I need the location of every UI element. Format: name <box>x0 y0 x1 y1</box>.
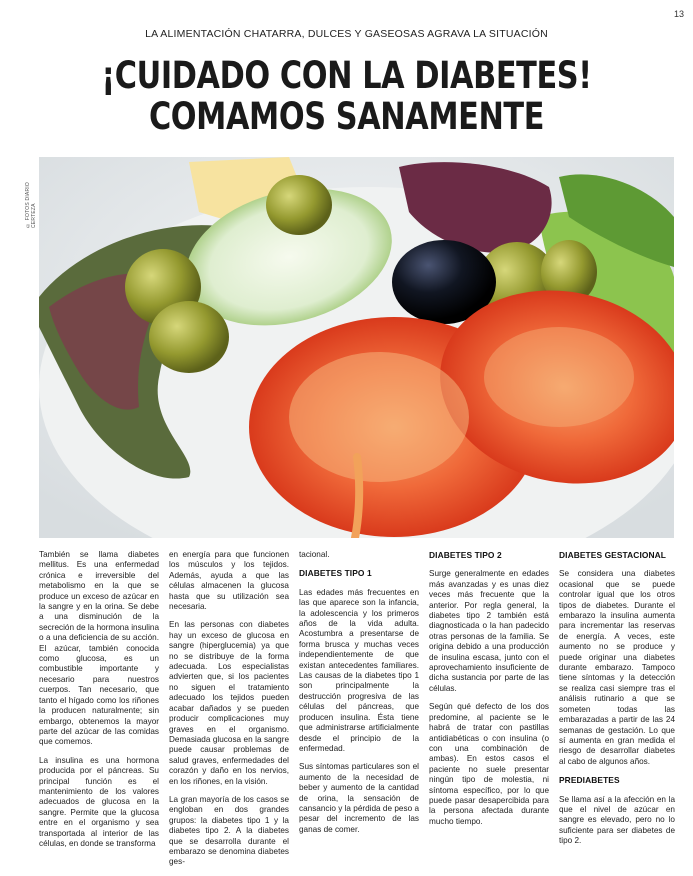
paragraph: Sus síntomas particulares son el aumento de la necesidad de beber y aumento de la cantidad de orina, la sensación de cansancio y la pérdida de peso a pesar del incremento de las ganas de comer. <box>299 762 419 834</box>
photo-credit: © FOTOS DIARIO CERTEZA <box>25 182 37 228</box>
section-heading-diabetes-tipo-1: DIABETES TIPO 1 <box>299 568 372 579</box>
paragraph: Las edades más frecuentes en las que aparece son la infancia, la adolescencia y los primeros años de la vida adulta. Acostumbra a presentarse de forma brusca y muchas veces independientemente de que existan antecedentes familiares. Las causas de la diabetes tipo 1 son principalmente la destrucción progresiva de las células del páncreas, que producen insulina. Ésta tiene que administrarse artificialmente desde el principio de la enfermedad. <box>299 587 419 753</box>
section-heading-diabetes-tipo-2: DIABETES TIPO 2 <box>429 550 502 560</box>
column-1 <box>39 550 159 857</box>
column-2 <box>169 550 289 876</box>
headline-line-1: ¡CUIDADO CON LA DIABETES! <box>101 54 592 97</box>
article-body <box>39 550 675 867</box>
paragraph: La insulina es una hormona producida por el páncreas. Su principal función es el mantenimiento de los valores adecuados de glucosa en la sangre. Permite que la glucosa entre en el organismo y sea transportada al interior de las células, en donde se transforma <box>39 755 159 848</box>
paragraph: Se llama así a la afección en la que el nivel de azúcar en sangre es elevado, pero no lo suficiente para ser diabetes de tipo 2. <box>559 794 675 846</box>
section-heading-diabetes-gestacional: DIABETES GESTACIONAL <box>559 550 667 560</box>
column-5 <box>559 550 675 855</box>
paragraph: La gran mayoría de los casos se engloban en dos grandes grupos: la diabetes tipo 1 y la diabetes tipo 2. A la diabetes que se desarrolla durante el embarazo se denomina diabetes ges- <box>169 794 289 867</box>
paragraph: en energía para que funcionen los músculos y los tejidos. Además, ayuda a que las células almacenen la glucosa hasta que su utilización sea necesaria. <box>169 550 289 612</box>
paragraph: Surge generalmente en edades más avanzadas y es unas diez veces más frecuente que la anterior. Por regla general, la diabetes tipo 2 también está diagnosticada o la han padecido otras personas de la familia. Se origina debido a una producción de insulina escasa, junto con el aprovechamiento insuficiente de dicha sustancia por parte de las células. <box>429 569 549 693</box>
salad-photo <box>39 157 674 538</box>
article-kicker: LA ALIMENTACIÓN CHATARRA, DULCES Y GASEOSAS AGRAVA LA SITUACIÓN <box>145 28 548 40</box>
paragraph: Según qué defecto de los dos predomine, al paciente se le habrá de tratar con pastillas antidiabéticas o con insulina (o con una combinación de ambas). En estos casos el paciente no suele presentar ningún tipo de molestia, ni síntoma específico, por lo que puede pasar desapercibida para la persona afectada durante mucho tiempo. <box>429 702 549 826</box>
page-number: 13 <box>673 9 684 19</box>
article-headline <box>62 55 630 137</box>
column-3 <box>299 550 419 843</box>
section-heading-prediabetes: PREDIABETES <box>559 775 620 786</box>
column-4 <box>429 550 549 835</box>
paragraph: También se llama diabetes mellitus. Es una enfermedad crónica e irreversible del metabolismo en la que se produce un exceso de azúcar en la sangre y en la orina. Se debe a una disminución de la secreción de la hormona insulina o a una deficiencia de su acción. El azúcar, también conocida como glucosa, es un combustible importante y necesario para nuestros cuerpos. Tan necesario, que tanto el hígado como los riñones la producen naturalmente; sin embargo, obtenemos la mayor parte del azúcar de las comidas que comemos. <box>39 550 159 747</box>
paragraph: tacional. <box>299 550 330 559</box>
paragraph: Se considera una diabetes ocasional que se puede controlar igual que los otros tipos de diabetes. Durante el embarazo la insulina aumenta para incrementar las reservas de energía. A veces, este aumento no se produce y puede originar una diabetes durante embarazo. Tampoco tiene síntomas y la detección se realiza casi siempre tras el análisis rutinario a que se someten todas las embarazadas a partir de las 24 semanas de gestación. Lo que sí aumenta en gran medida el riesgo de desarrollar diabetes al cabo de algunos años. <box>559 569 675 766</box>
salad-illustration <box>39 157 674 538</box>
paragraph: En las personas con diabetes hay un exceso de glucosa en sangre (hiperglucemia) ya que no se distribuye de la forma adecuada. Los especialistas advierten que, si los pacientes no siguen el tratamiento adecuado los tejidos pueden acabar dañados y se pueden producir complicaciones muy graves en el organismo. Demasiada glucosa en la sangre puede causar problemas de salud graves, enfermedades del corazón y daño en los nervios, en los riñones, en la visión. <box>169 620 289 786</box>
headline-line-2: COMAMOS SANAMENTE <box>148 95 545 138</box>
